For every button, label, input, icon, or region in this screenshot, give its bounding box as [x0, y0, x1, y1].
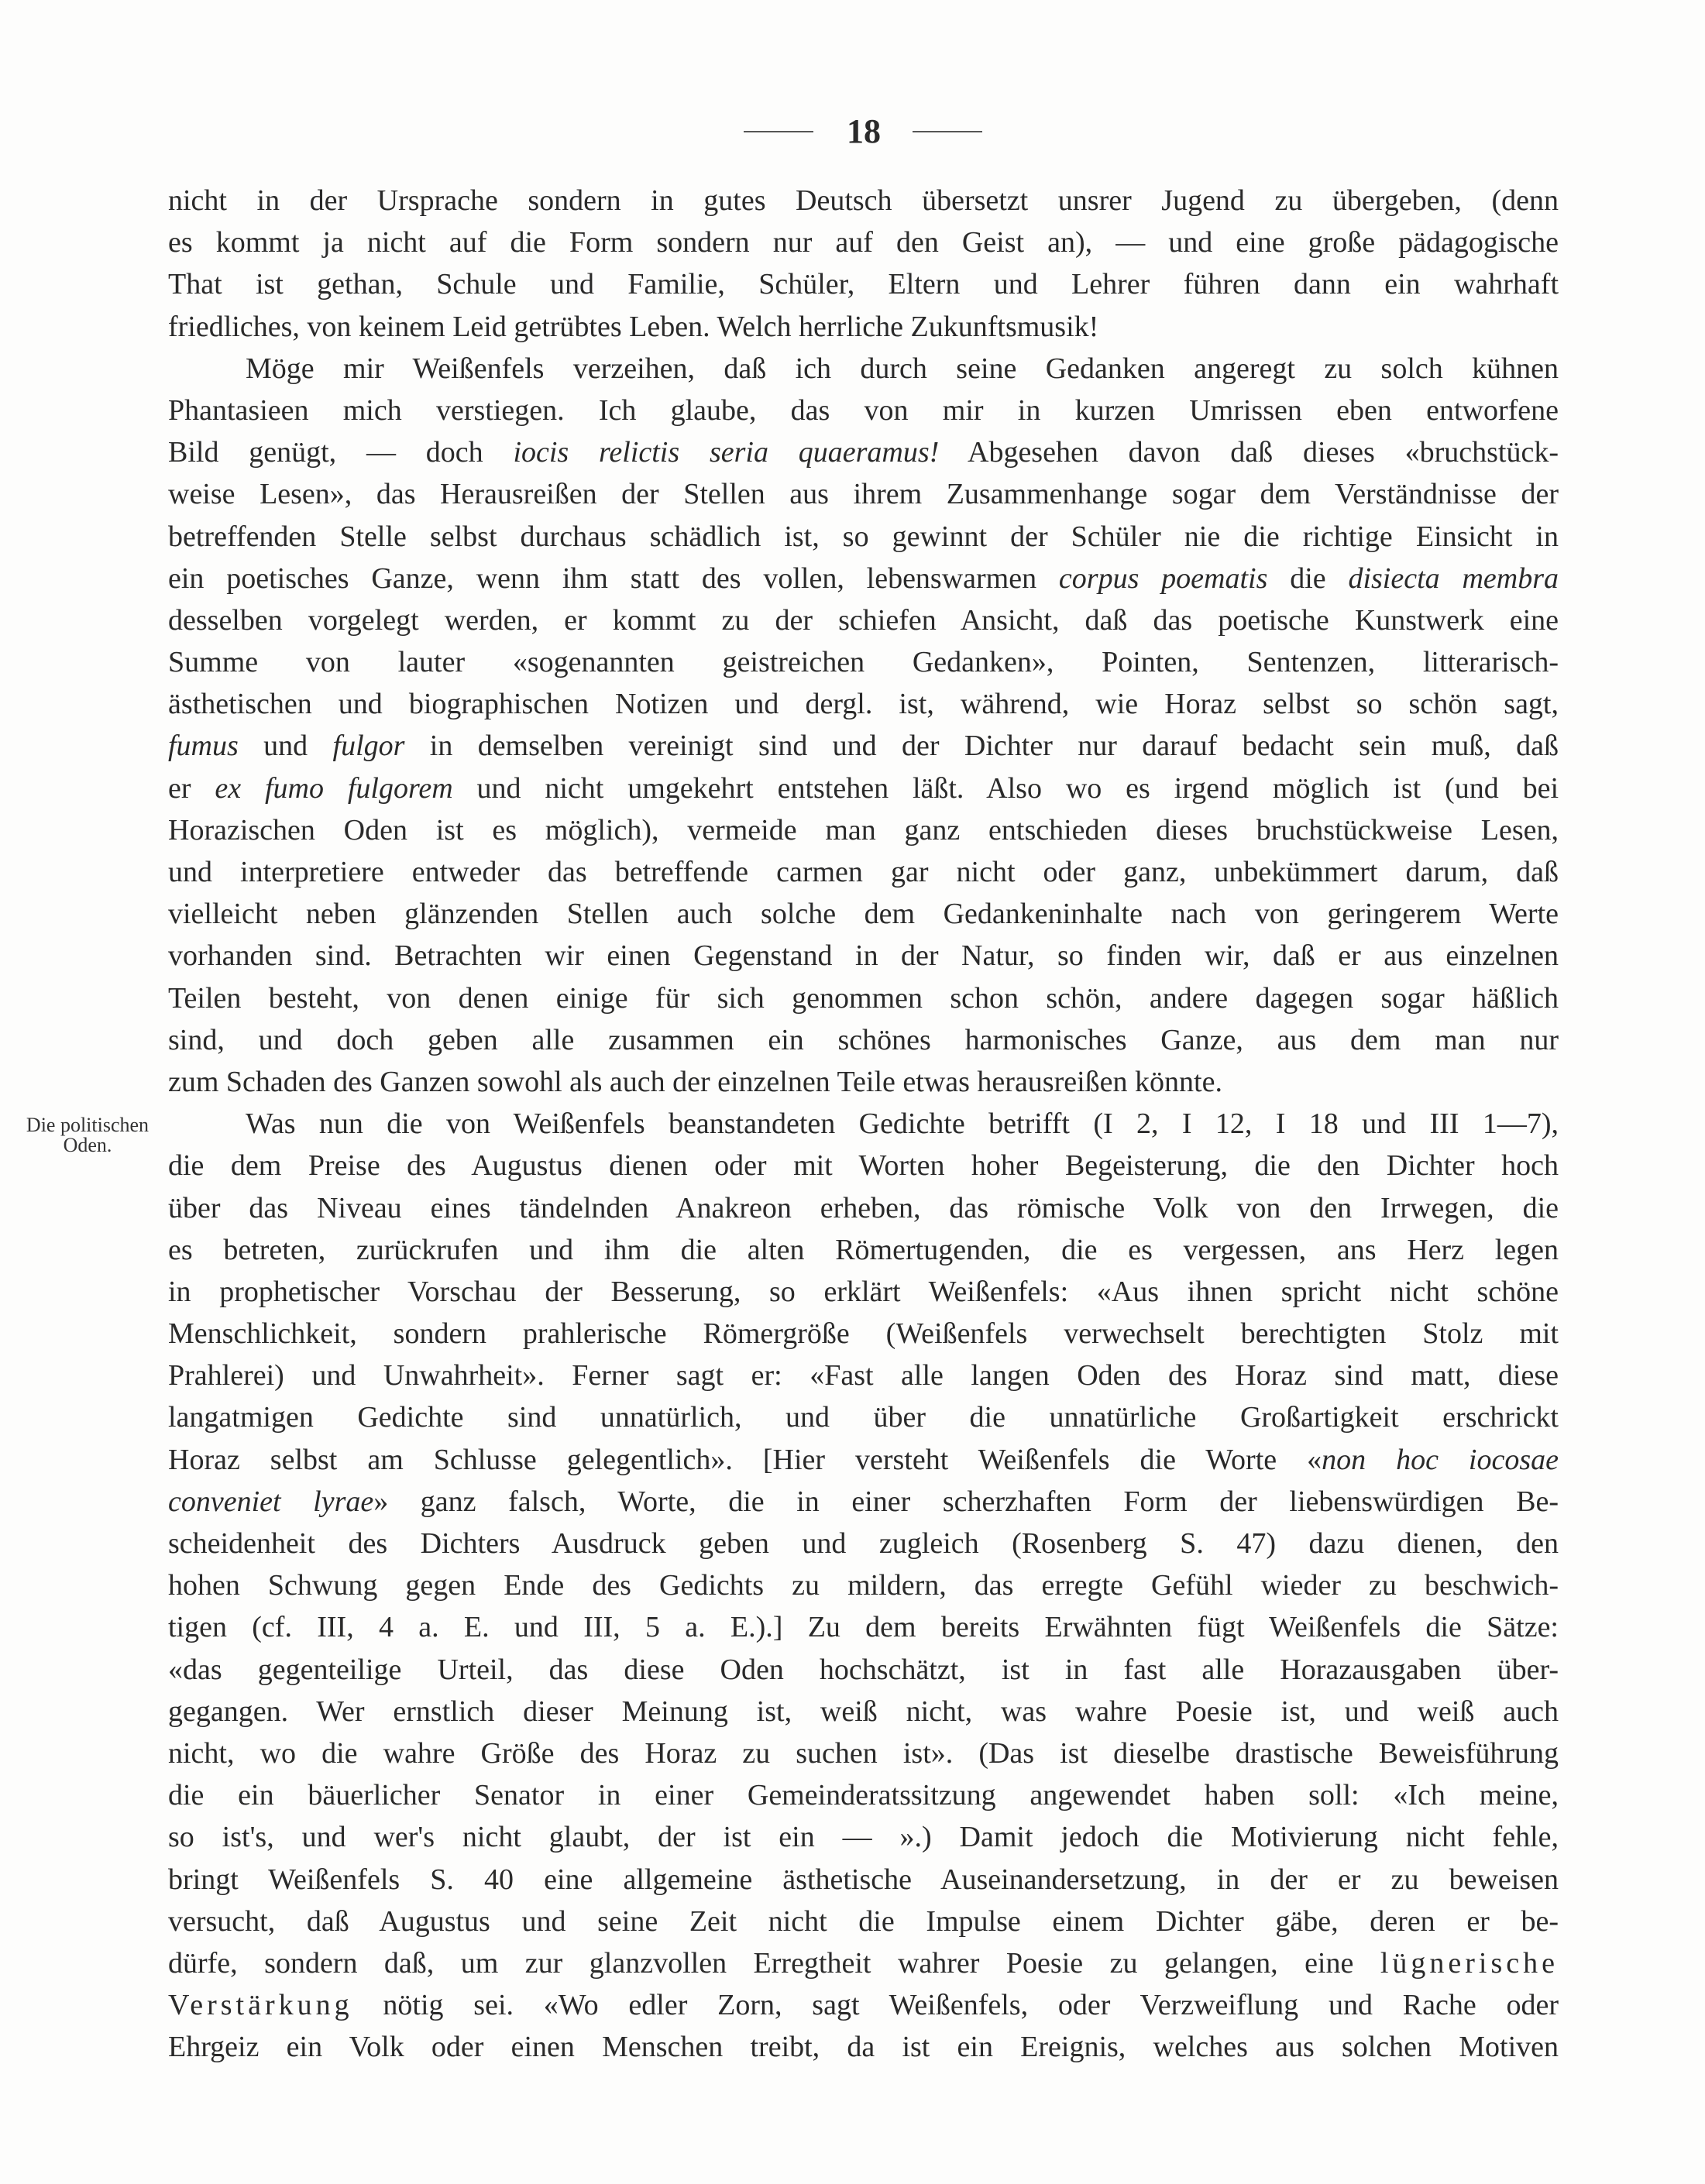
text-line: hohen Schwung gegen Ende des Gedichts zu mildern, das erregte Gefühl wieder zu beschwich- — [168, 1569, 1559, 1602]
text-line: versucht, daß Augustus und seine Zeit nicht die Impulse einem Dichter gäbe, deren er be- — [168, 1904, 1559, 1938]
text-line: conveniet lyrae» ganz falsch, Worte, die in einer scherzhaften Form der liebenswürdigen Be- — [168, 1485, 1559, 1518]
text-line: nicht, wo die wahre Größe des Horaz zu suchen ist». (Das ist dieselbe drastische Beweisführung — [168, 1736, 1559, 1770]
text-line: Horazischen Oden ist es möglich), vermeide man ganz entschieden dieses bruchstückweise Lesen, — [168, 813, 1559, 846]
text-line: Möge mir Weißenfels verzeihen, daß ich durch seine Gedanken angeregt zu solch kühnen — [246, 352, 1559, 385]
text-line: vielleicht neben glänzenden Stellen auch solche dem Gedankeninhalte nach von geringerem Werte — [168, 898, 1559, 931]
text-line: That ist gethan, Schule und Familie, Schüler, Eltern und Lehrer führen dann ein wahrhaft — [168, 268, 1559, 301]
margin-note — [6, 1115, 169, 1156]
text-line: so ist's, und wer's nicht glaubt, der ist ein — ».) Damit jedoch die Motivierung nicht fehle, — [168, 1821, 1559, 1854]
text-line: zum Schaden des Ganzen sowohl als auch der einzelnen Teile etwas herausreißen könnte. — [168, 1065, 1222, 1098]
text-line: vorhanden sind. Betrachten wir einen Gegenstand in der Natur, so finden wir, daß er aus einzelnen — [168, 939, 1559, 973]
text-line: bringt Weißenfels S. 40 eine allgemeine ästhetische Auseinandersetzung, in der er zu beweisen — [168, 1863, 1559, 1896]
text-line: friedliches, von keinem Leid getrübtes Leben. Welch herrliche Zukunftsmusik! — [168, 310, 1099, 343]
text-line: Teilen besteht, von denen einige für sich genommen schon schön, andere dagegen sogar häßlich — [168, 981, 1559, 1015]
page-number: 18 — [847, 112, 881, 150]
text-line: nicht in der Ursprache sondern in gutes Deutsch übersetzt unsrer Jugend zu übergeben, (denn — [168, 184, 1559, 217]
text-line: scheidenheit des Dichters Ausdruck geben und zugleich (Rosenberg S. 47) dazu dienen, den — [168, 1527, 1559, 1560]
page-header — [0, 108, 1705, 155]
text-line: fumus und fulgor in demselben vereinigt sind und der Dichter nur darauf bedacht sein muß, daß — [168, 730, 1559, 763]
text-line: «das gegenteilige Urteil, das diese Oden hochschätzt, ist in fast alle Horazausgaben über- — [168, 1653, 1559, 1686]
text-line: über das Niveau eines tändelnden Anakreon erheben, das römische Volk von den Irrwegen, die — [168, 1191, 1559, 1224]
text-line: tigen (cf. III, 4 a. E. und III, 5 a. E.).] Zu dem bereits Erwähnten fügt Weißenfels die Sätze: — [168, 1611, 1559, 1644]
text-line: Bild genügt, — doch iocis relictis seria quaeramus! Abgesehen davon daß dieses «bruchstück- — [168, 436, 1559, 469]
text-line: die ein bäuerlicher Senator in einer Gemeinderatssitzung angewendet haben soll: «Ich meine, — [168, 1779, 1559, 1812]
text-line: Menschlichkeit, sondern prahlerische Römergröße (Weißenfels verwechselt berechtigten Stolz mit — [168, 1317, 1559, 1351]
text-line: er ex fumo fulgorem und nicht umgekehrt entstehen läßt. Also wo es irgend möglich ist (und bei — [168, 771, 1559, 805]
text-line: betreffenden Stelle selbst durchaus schädlich ist, so gewinnt der Schüler nie die richtige Einsicht in — [168, 520, 1559, 553]
text-line: desselben vorgelegt werden, er kommt zu der schiefen Ansicht, daß das poetische Kunstwerk eine — [168, 603, 1559, 637]
text-line: weise Lesen», das Herausreißen der Stellen aus ihrem Zusammenhange sogar dem Verständnisse der — [168, 478, 1559, 511]
text-line: Horaz selbst am Schlusse gelegentlich». [Hier versteht Weißenfels die Worte «non hoc iocosae — [168, 1443, 1559, 1476]
text-line: die dem Preise des Augustus dienen oder mit Worten hoher Begeisterung, die den Dichter hoch — [168, 1149, 1559, 1183]
text-line: Verstärkung nötig sei. «Wo edler Zorn, sagt Weißenfels, oder Verzweiflung und Rache oder — [168, 1989, 1559, 2022]
margin-note-line-1: Die politischen — [26, 1114, 150, 1136]
header-rule-left — [744, 131, 813, 132]
text-line: Phantasieen mich verstiegen. Ich glaube, das von mir in kurzen Umrissen eben entworfene — [168, 393, 1559, 427]
text-line: Summe von lauter «sogenannten geistreichen Gedanken», Pointen, Sentenzen, litterarisch- — [168, 646, 1559, 679]
text-line: Was nun die von Weißenfels beanstandeten Gedichte betrifft (I 2, I 12, I 18 und III 1—7), — [246, 1107, 1559, 1141]
text-line: Ehrgeiz ein Volk oder einen Menschen treibt, da ist ein Ereignis, welches aus solchen Motiven — [168, 2031, 1559, 2064]
text-line: gegangen. Wer ernstlich dieser Meinung ist, weiß nicht, was wahre Poesie ist, und weiß auch — [168, 1695, 1559, 1728]
text-line: langatmigen Gedichte sind unnatürlich, und über die unnatürliche Großartigkeit erschrickt — [168, 1401, 1559, 1434]
text-line: und interpretiere entweder das betreffende carmen gar nicht oder ganz, unbekümmert darum, daß — [168, 856, 1559, 888]
body-text — [168, 180, 1559, 2068]
text-line: sind, und doch geben alle zusammen ein schönes harmonisches Ganze, aus dem man nur — [168, 1023, 1559, 1056]
text-line: Prahlerei) und Unwahrheit». Ferner sagt er: «Fast alle langen Oden des Horaz sind matt, diese — [168, 1359, 1559, 1392]
header-rule-right — [913, 131, 982, 132]
text-line: es betreten, zurückrufen und ihm die alten Römertugenden, die es vergessen, ans Herz legen — [168, 1233, 1559, 1266]
text-line: dürfe, sondern daß, um zur glanzvollen Erregtheit wahrer Poesie zu gelangen, eine lügnerische — [168, 1946, 1559, 1980]
text-line: es kommt ja nicht auf die Form sondern nur auf den Geist an), — und eine große pädagogische — [168, 226, 1559, 259]
text-line: in prophetischer Vorschau der Besserung, so erklärt Weißenfels: «Aus ihnen spricht nicht schöne — [168, 1275, 1559, 1308]
text-line: ästhetischen und biographischen Notizen und dergl. ist, während, wie Horaz selbst so schön sagt, — [168, 688, 1559, 721]
text-line: ein poetisches Ganze, wenn ihm statt des vollen, lebenswarmen corpus poematis die disiecta membra — [168, 561, 1559, 595]
margin-note-line-2: Oden. — [63, 1134, 112, 1156]
